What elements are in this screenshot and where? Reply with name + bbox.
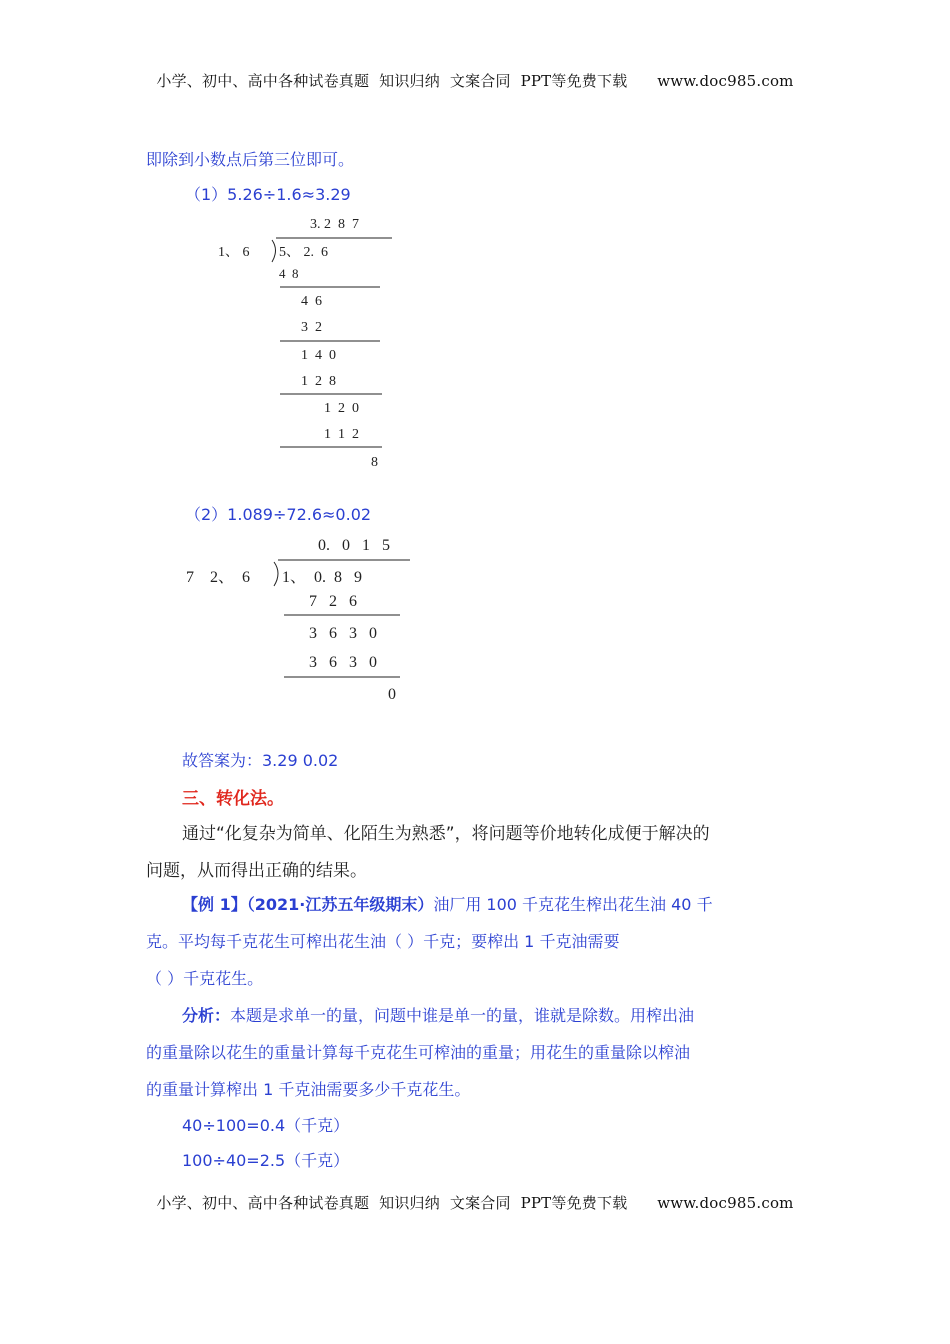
step-row: 4 8 xyxy=(279,266,299,281)
problem-2: （2）1.089÷72.6≈0.02 xyxy=(185,505,372,524)
divisor: 7 2、 6 xyxy=(186,569,251,586)
step-row: 3 6 3 0 xyxy=(309,625,377,642)
problem-1: （1）5.26÷1.6≈3.29 xyxy=(185,185,351,204)
dividend: 5、 2. 6 xyxy=(279,245,328,260)
analysis-line: 的重量计算榨出 1 千克油需要多少千克花生。 xyxy=(146,1080,471,1099)
remainder: 0 xyxy=(388,686,396,703)
paragraph-line: 通过“化复杂为简单、化陌生为熟悉”，将问题等价地转化成便于解决的 xyxy=(182,824,710,844)
step-row: 3 2 xyxy=(301,320,322,335)
example-line: 克。平均每千克花生可榨出花生油（ ）千克；要榨出 1 千克油需要 xyxy=(146,932,620,951)
example-line: （ ）千克花生。 xyxy=(146,969,264,988)
step-row: 1 1 2 xyxy=(324,427,359,442)
calc-line: 40÷100=0.4（千克） xyxy=(182,1116,350,1135)
example-tag: 【例 1】（2021·江苏五年级期末） xyxy=(182,895,434,914)
step-row: 7 2 6 xyxy=(309,593,357,610)
page-footer: 小学、初中、高中各种试卷真题 知识归纳 文案合同 PPT等免费下载 www.doc985.com xyxy=(156,1194,794,1212)
step-row: 3 6 3 0 xyxy=(309,654,377,671)
quotient: 3. 2 8 7 xyxy=(310,217,359,232)
step-row: 4 6 xyxy=(301,294,322,309)
text-line: 即除到小数点后第三位即可。 xyxy=(146,150,355,169)
remainder: 8 xyxy=(371,455,378,470)
analysis-line: 的重量除以花生的重量计算每千克花生可榨油的重量；用花生的重量除以榨油 xyxy=(146,1043,691,1062)
section-title: 三、转化法。 xyxy=(182,789,284,809)
quotient: 0. 0 1 5 xyxy=(318,537,390,554)
step-row: 1 2 8 xyxy=(301,374,336,389)
paragraph-line: 问题，从而得出正确的结果。 xyxy=(146,861,367,881)
page-header: 小学、初中、高中各种试卷真题 知识归纳 文案合同 PPT等免费下载 www.doc985.com xyxy=(156,72,794,90)
divisor: 1、 6 xyxy=(218,245,250,260)
calc-line: 100÷40=2.5（千克） xyxy=(182,1151,350,1170)
analysis-text: 本题是求单一的量，问题中谁是单一的量，谁就是除数。用榨出油 xyxy=(230,1006,695,1025)
answer-line: 故答案为：3.29 0.02 xyxy=(182,751,339,770)
example-text: 油厂用 100 千克花生榨出花生油 40 千 xyxy=(433,895,713,914)
analysis-label: 分析： xyxy=(182,1006,231,1025)
analysis-line xyxy=(182,1003,694,1026)
dividend: 1、 0. 8 9 xyxy=(282,569,363,586)
step-row: 1 2 0 xyxy=(324,401,359,416)
example-line xyxy=(182,892,713,915)
step-row: 1 4 0 xyxy=(301,348,336,363)
